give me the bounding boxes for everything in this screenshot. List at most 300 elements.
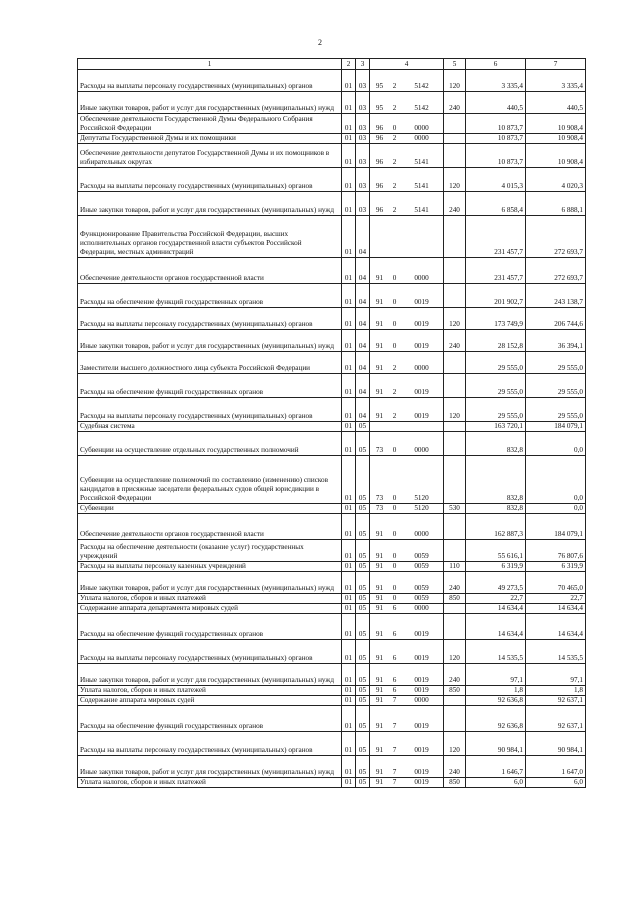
section-code: 01 [342, 732, 356, 756]
section-code: 01 [342, 696, 356, 706]
article-code-part: 6 [392, 630, 397, 638]
row-name: Содержание аппарата мировых судей [78, 696, 342, 706]
article-code-part: 5141 [414, 158, 429, 166]
article-code-part: 91 [375, 530, 384, 538]
article-code-part: 95 [375, 82, 384, 90]
amount-year-2: 36 394,1 [526, 330, 586, 352]
amount-year-2: 14 634,4 [526, 614, 586, 640]
target-article-code [370, 258, 444, 284]
target-article-code [370, 144, 444, 168]
target-article-code [370, 134, 444, 144]
row-name: Субвенции [78, 504, 342, 514]
article-code-part: 73 [375, 494, 384, 502]
row-name: Расходы на обеспечение функций государственных органов [78, 614, 342, 640]
article-code-part: 91 [375, 654, 384, 662]
subsection-code: 05 [356, 432, 370, 456]
subsection-code: 03 [356, 92, 370, 114]
subsection-code: 05 [356, 664, 370, 686]
row-name: Расходы на обеспечение функций государственных органов [78, 706, 342, 732]
article-code-part: 0 [392, 530, 397, 538]
expense-type-code: 110 [444, 562, 466, 572]
section-code: 01 [342, 92, 356, 114]
article-code-part: 91 [375, 696, 384, 704]
amount-year-2: 97,1 [526, 664, 586, 686]
table-row [78, 756, 586, 778]
section-code: 01 [342, 70, 356, 92]
article-code-part: 2 [392, 158, 397, 166]
col-header-3: 3 [356, 59, 370, 70]
article-code-part: 91 [375, 604, 384, 612]
article-code-part: 96 [375, 158, 384, 166]
row-name: Иные закупки товаров, работ и услуг для государственных (муниципальных) нужд [78, 92, 342, 114]
row-name: Расходы на выплаты персоналу государственных (муниципальных) органов [78, 70, 342, 92]
table-row [78, 686, 586, 696]
article-code-part: 0000 [414, 446, 429, 454]
amount-year-2: 243 138,7 [526, 284, 586, 308]
subsection-code: 05 [356, 594, 370, 604]
table-row [78, 192, 586, 216]
article-code-part: 91 [375, 686, 384, 694]
section-code: 01 [342, 514, 356, 540]
article-code-part: 91 [375, 778, 384, 786]
subsection-code: 05 [356, 640, 370, 664]
target-article-code [370, 456, 444, 504]
article-code-part: 7 [392, 778, 397, 786]
article-code-part: 91 [375, 594, 384, 602]
row-name: Уплата налогов, сборов и иных платежей [78, 686, 342, 696]
row-name: Уплата налогов, сборов и иных платежей [78, 778, 342, 788]
article-code-part: 0 [392, 298, 397, 306]
amount-year-1: 49 273,5 [466, 572, 526, 594]
target-article-code [370, 706, 444, 732]
article-code-part: 91 [375, 412, 384, 420]
target-article-code [370, 696, 444, 706]
article-code-part: 96 [375, 206, 384, 214]
amount-year-2: 184 079,1 [526, 422, 586, 432]
article-code-part: 96 [375, 134, 384, 142]
table-row [78, 778, 586, 788]
row-name: Расходы на выплаты персоналу государственных (муниципальных) органов [78, 398, 342, 422]
row-name: Субвенции на осуществление полномочий по составлению (изменению) списков кандидатов в присяжные заседатели федеральных судов общей юрисдикции в Российской Федерации [78, 456, 342, 504]
target-article-code [370, 114, 444, 134]
section-code: 01 [342, 540, 356, 562]
amount-year-2: 272 693,7 [526, 258, 586, 284]
target-article-code [370, 594, 444, 604]
amount-year-1: 28 152,8 [466, 330, 526, 352]
expense-type-code [444, 114, 466, 134]
subsection-code: 05 [356, 456, 370, 504]
target-article-code [370, 572, 444, 594]
amount-year-1: 29 555,0 [466, 352, 526, 374]
article-code-part: 0019 [414, 676, 429, 684]
article-code-part: 95 [375, 104, 384, 112]
subsection-code: 05 [356, 514, 370, 540]
expense-type-code [444, 614, 466, 640]
row-name: Обеспечение деятельности органов государственной власти [78, 258, 342, 284]
section-code: 01 [342, 686, 356, 696]
target-article-code [370, 604, 444, 614]
article-code-part: 91 [375, 562, 384, 570]
table-row [78, 664, 586, 686]
article-code-part: 6 [392, 676, 397, 684]
subsection-code: 05 [356, 604, 370, 614]
row-name: Расходы на обеспечение функций государственных органов [78, 374, 342, 398]
article-code-part: 0019 [414, 298, 429, 306]
article-code-part: 0019 [414, 722, 429, 730]
amount-year-1: 29 555,0 [466, 398, 526, 422]
row-name: Иные закупки товаров, работ и услуг для государственных (муниципальных) нужд [78, 330, 342, 352]
expense-type-code [444, 352, 466, 374]
section-code: 01 [342, 192, 356, 216]
table-row [78, 330, 586, 352]
row-name: Обеспечение деятельности депутатов Государственной Думы и их помощников в избирательных округах [78, 144, 342, 168]
amount-year-2: 29 555,0 [526, 398, 586, 422]
article-code-part: 91 [375, 342, 384, 350]
amount-year-2: 6 888,1 [526, 192, 586, 216]
article-code-part: 0019 [414, 768, 429, 776]
article-code-part: 7 [392, 696, 397, 704]
article-code-part: 73 [375, 446, 384, 454]
amount-year-1: 14 634,4 [466, 614, 526, 640]
article-code-part: 0059 [414, 584, 429, 592]
amount-year-2: 0,0 [526, 432, 586, 456]
article-code-part: 0 [392, 584, 397, 592]
expense-type-code [444, 284, 466, 308]
table-row [78, 504, 586, 514]
section-code: 01 [342, 422, 356, 432]
amount-year-1: 10 873,7 [466, 134, 526, 144]
section-code: 01 [342, 144, 356, 168]
expense-type-code [444, 422, 466, 432]
table-row [78, 604, 586, 614]
expense-type-code: 240 [444, 756, 466, 778]
amount-year-1: 832,8 [466, 456, 526, 504]
section-code: 01 [342, 374, 356, 398]
article-code-part: 5142 [414, 104, 429, 112]
subsection-code: 05 [356, 614, 370, 640]
subsection-code: 05 [356, 696, 370, 706]
expense-type-code: 850 [444, 778, 466, 788]
amount-year-1: 29 555,0 [466, 374, 526, 398]
article-code-part: 5120 [414, 494, 429, 502]
amount-year-1: 10 873,7 [466, 144, 526, 168]
article-code-part: 0019 [414, 630, 429, 638]
section-code: 01 [342, 308, 356, 330]
article-code-part: 0019 [414, 746, 429, 754]
amount-year-2: 440,5 [526, 92, 586, 114]
budget-table [77, 58, 586, 788]
subsection-code: 04 [356, 374, 370, 398]
article-code-part: 6 [392, 654, 397, 662]
table-row [78, 706, 586, 732]
article-code-part: 0000 [414, 364, 429, 372]
section-code: 01 [342, 352, 356, 374]
col-header-1: 1 [78, 59, 342, 70]
target-article-code [370, 168, 444, 192]
amount-year-1: 14 535,5 [466, 640, 526, 664]
subsection-code: 05 [356, 572, 370, 594]
article-code-part: 0019 [414, 412, 429, 420]
amount-year-2: 29 555,0 [526, 352, 586, 374]
subsection-code: 05 [356, 706, 370, 732]
table-row [78, 432, 586, 456]
subsection-code: 05 [356, 686, 370, 696]
expense-type-code [444, 374, 466, 398]
target-article-code [370, 330, 444, 352]
subsection-code: 04 [356, 352, 370, 374]
amount-year-2: 0,0 [526, 504, 586, 514]
article-code-part: 0019 [414, 388, 429, 396]
section-code: 01 [342, 114, 356, 134]
article-code-part: 0019 [414, 320, 429, 328]
table-row [78, 732, 586, 756]
target-article-code [370, 562, 444, 572]
subsection-code: 04 [356, 308, 370, 330]
table-row [78, 572, 586, 594]
article-code-part: 91 [375, 274, 384, 282]
amount-year-1: 1,8 [466, 686, 526, 696]
article-code-part: 91 [375, 552, 384, 560]
table-row [78, 352, 586, 374]
article-code-part: 2 [392, 388, 397, 396]
amount-year-2: 92 637,1 [526, 706, 586, 732]
amount-year-1: 14 634,4 [466, 604, 526, 614]
table-row [78, 640, 586, 664]
article-code-part: 91 [375, 364, 384, 372]
article-code-part: 0 [392, 342, 397, 350]
section-code: 01 [342, 640, 356, 664]
target-article-code [370, 308, 444, 330]
amount-year-1: 4 015,3 [466, 168, 526, 192]
expense-type-code: 120 [444, 308, 466, 330]
target-article-code [370, 778, 444, 788]
row-name: Расходы на выплаты персоналу государственных (муниципальных) органов [78, 640, 342, 664]
target-article-code [370, 640, 444, 664]
col-header-6: 6 [466, 59, 526, 70]
subsection-code: 04 [356, 284, 370, 308]
table-row [78, 374, 586, 398]
amount-year-1: 173 749,9 [466, 308, 526, 330]
section-code: 01 [342, 432, 356, 456]
table-row [78, 144, 586, 168]
article-code-part: 0 [392, 552, 397, 560]
article-code-part: 2 [392, 412, 397, 420]
amount-year-1: 832,8 [466, 432, 526, 456]
row-name: Иные закупки товаров, работ и услуг для государственных (муниципальных) нужд [78, 572, 342, 594]
amount-year-1: 231 457,7 [466, 216, 526, 258]
section-code: 01 [342, 572, 356, 594]
target-article-code [370, 352, 444, 374]
article-code-part: 91 [375, 722, 384, 730]
amount-year-1: 90 984,1 [466, 732, 526, 756]
subsection-code: 04 [356, 258, 370, 284]
article-code-part: 5141 [414, 206, 429, 214]
article-code-part: 91 [375, 768, 384, 776]
article-code-part: 0000 [414, 124, 429, 132]
table-row [78, 696, 586, 706]
row-name: Расходы на выплаты персоналу государственных (муниципальных) органов [78, 732, 342, 756]
amount-year-1: 22,7 [466, 594, 526, 604]
target-article-code [370, 540, 444, 562]
article-code-part: 0 [392, 494, 397, 502]
amount-year-1: 6 858,4 [466, 192, 526, 216]
expense-type-code: 240 [444, 572, 466, 594]
expense-type-code: 240 [444, 192, 466, 216]
section-code: 01 [342, 168, 356, 192]
amount-year-2: 14 535,5 [526, 640, 586, 664]
subsection-code: 03 [356, 192, 370, 216]
target-article-code [370, 422, 444, 432]
subsection-code: 05 [356, 778, 370, 788]
expense-type-code [444, 604, 466, 614]
expense-type-code [444, 514, 466, 540]
article-code-part: 7 [392, 722, 397, 730]
subsection-code: 04 [356, 216, 370, 258]
subsection-code: 03 [356, 144, 370, 168]
table-row [78, 540, 586, 562]
table-body [78, 70, 586, 788]
table-row [78, 70, 586, 92]
article-code-part: 0019 [414, 342, 429, 350]
expense-type-code [444, 432, 466, 456]
subsection-code: 03 [356, 114, 370, 134]
subsection-code: 05 [356, 422, 370, 432]
article-code-part: 0019 [414, 778, 429, 786]
row-name: Расходы на обеспечение деятельности (оказание услуг) государственных учреждений [78, 540, 342, 562]
expense-type-code [444, 258, 466, 284]
table-row [78, 216, 586, 258]
article-code-part: 2 [392, 134, 397, 142]
article-code-part: 2 [392, 182, 397, 190]
article-code-part: 2 [392, 104, 397, 112]
article-code-part: 91 [375, 746, 384, 754]
amount-year-2: 70 465,0 [526, 572, 586, 594]
amount-year-2: 272 693,7 [526, 216, 586, 258]
table-row [78, 92, 586, 114]
article-code-part: 0 [392, 274, 397, 282]
expense-type-code: 850 [444, 594, 466, 604]
target-article-code [370, 216, 444, 258]
subsection-code: 05 [356, 562, 370, 572]
section-code: 01 [342, 330, 356, 352]
target-article-code [370, 398, 444, 422]
article-code-part: 0000 [414, 604, 429, 612]
section-code: 01 [342, 504, 356, 514]
article-code-part: 0019 [414, 654, 429, 662]
amount-year-1: 6,0 [466, 778, 526, 788]
expense-type-code [444, 134, 466, 144]
row-name: Депутаты Государственной Думы и их помощники [78, 134, 342, 144]
table-row [78, 114, 586, 134]
row-name: Расходы на выплаты персоналу государственных (муниципальных) органов [78, 308, 342, 330]
amount-year-2: 14 634,4 [526, 604, 586, 614]
col-header-7: 7 [526, 59, 586, 70]
amount-year-2: 184 079,1 [526, 514, 586, 540]
article-code-part: 2 [392, 364, 397, 372]
amount-year-1: 231 457,7 [466, 258, 526, 284]
amount-year-2: 1,8 [526, 686, 586, 696]
row-name: Уплата налогов, сборов и иных платежей [78, 594, 342, 604]
target-article-code [370, 284, 444, 308]
target-article-code [370, 374, 444, 398]
article-code-part: 91 [375, 320, 384, 328]
page-number: 2 [318, 38, 322, 47]
article-code-part: 5141 [414, 182, 429, 190]
header-row [78, 59, 586, 70]
article-code-part: 2 [392, 206, 397, 214]
table-row [78, 456, 586, 504]
table-row [78, 284, 586, 308]
article-code-part: 0059 [414, 562, 429, 570]
section-code: 01 [342, 604, 356, 614]
amount-year-1: 440,5 [466, 92, 526, 114]
target-article-code [370, 192, 444, 216]
article-code-part: 0059 [414, 552, 429, 560]
col-header-2: 2 [342, 59, 356, 70]
amount-year-2: 76 807,6 [526, 540, 586, 562]
table-row [78, 422, 586, 432]
article-code-part: 0 [392, 594, 397, 602]
section-code: 01 [342, 216, 356, 258]
target-article-code [370, 432, 444, 456]
article-code-part: 91 [375, 676, 384, 684]
expense-type-code [444, 696, 466, 706]
amount-year-1: 832,8 [466, 504, 526, 514]
amount-year-1: 55 616,1 [466, 540, 526, 562]
table-row [78, 514, 586, 540]
amount-year-2: 92 637,1 [526, 696, 586, 706]
target-article-code [370, 92, 444, 114]
subsection-code: 05 [356, 504, 370, 514]
amount-year-2: 6,0 [526, 778, 586, 788]
section-code: 01 [342, 258, 356, 284]
row-name: Содержание аппарата департамента мировых судей [78, 604, 342, 614]
amount-year-2: 22,7 [526, 594, 586, 604]
section-code: 01 [342, 284, 356, 308]
row-name: Иные закупки товаров, работ и услуг для государственных (муниципальных) нужд [78, 756, 342, 778]
target-article-code [370, 686, 444, 696]
target-article-code [370, 614, 444, 640]
expense-type-code: 120 [444, 168, 466, 192]
amount-year-1: 3 335,4 [466, 70, 526, 92]
table-row [78, 594, 586, 604]
article-code-part: 7 [392, 768, 397, 776]
target-article-code [370, 70, 444, 92]
article-code-part: 91 [375, 630, 384, 638]
amount-year-2: 10 908,4 [526, 134, 586, 144]
expense-type-code: 240 [444, 330, 466, 352]
amount-year-1: 92 636,8 [466, 706, 526, 732]
target-article-code [370, 756, 444, 778]
amount-year-2: 90 984,1 [526, 732, 586, 756]
target-article-code [370, 514, 444, 540]
article-code-part: 5120 [414, 504, 429, 512]
row-name: Функционирование Правительства Российской Федерации, высших исполнительных органов государственной власти субъектов Российской Федерации, местных администраций [78, 216, 342, 258]
subsection-code: 03 [356, 134, 370, 144]
row-name: Иные закупки товаров, работ и услуг для государственных (муниципальных) нужд [78, 664, 342, 686]
article-code-part: 0 [392, 446, 397, 454]
target-article-code [370, 664, 444, 686]
section-code: 01 [342, 614, 356, 640]
expense-type-code: 240 [444, 92, 466, 114]
expense-type-code: 530 [444, 504, 466, 514]
section-code: 01 [342, 664, 356, 686]
table-row [78, 398, 586, 422]
row-name: Расходы на обеспечение функций государственных органов [78, 284, 342, 308]
expense-type-code: 120 [444, 398, 466, 422]
amount-year-2: 1 647,0 [526, 756, 586, 778]
article-code-part: 0 [392, 562, 397, 570]
